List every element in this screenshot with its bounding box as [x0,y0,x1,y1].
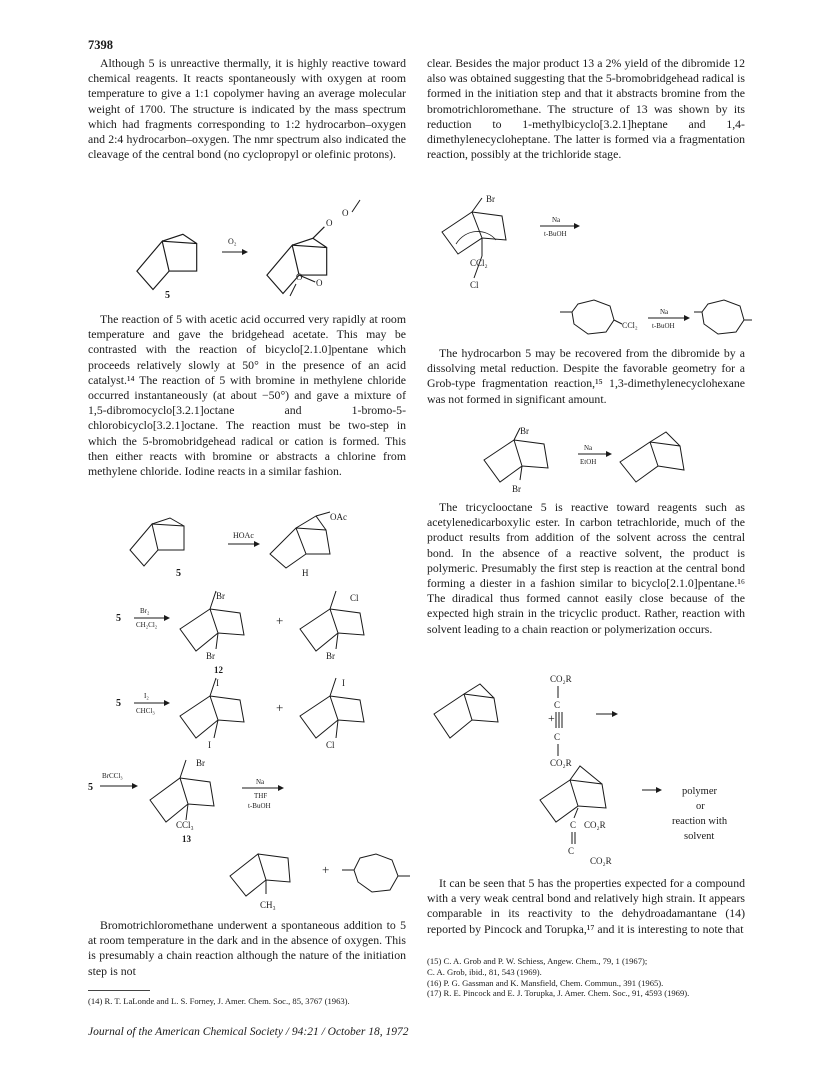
start-label-5-brccl3: 5 [88,782,93,793]
footnote-17: (17) R. E. Pincock and E. J. Torupka, J. Amer. Chem. Soc., 91, 4593 (1969). [427,988,690,999]
plus-sign-bromine: + [276,613,284,628]
bromine-bottom-12: Br [206,651,215,661]
footnote-15a: (15) C. A. Grob and P. W. Schiess, Angew. Chem., 79, 1 (1967); [427,956,648,966]
right-paragraph-4: It can be seen that 5 has the properties expected for a compound with a very weak central bond and relatively high strain. It appears comparable in its reactivity to the dehydroadamantane (14) reported by Pincock and Torupka,¹⁷ and it is interesting to note that [427,876,745,936]
iodine-top-p2: I [342,678,345,688]
product-co2r-2: CO₂R [590,856,612,866]
reagent-chcl3: CHCl₃ [136,707,155,715]
reaction-arrow-acetic [228,541,260,547]
right-para-3-block [427,500,745,637]
product-carbon-2: C [568,846,575,856]
reagent-brccl3: BrCCl₃ [102,772,123,780]
fragment-bromine: Br [486,194,495,204]
reagent-ch2cl2: CH₂Cl₂ [136,621,158,629]
plus-sign-brccl3: + [322,862,330,877]
reaction-arrow-brccl3 [100,783,138,789]
alkyne-carbon-1: C [554,700,561,710]
left-footnote-block [88,996,406,1007]
start-label-5-iodine: 5 [116,698,121,709]
ring-ccl2: CCl₂ [622,321,638,330]
scheme-fragmentation [436,194,616,298]
reagent-na-frag: Na [552,216,561,224]
reduction-bromine-bottom: Br [512,484,521,494]
oxygen-atom-1: O [326,218,333,228]
footnote-14: (14) R. T. LaLonde and L. S. Forney, J. Amer. Chem. Soc., 85, 3767 (1963). [88,996,350,1006]
right-para-4-block [427,876,745,937]
ester-co2r-bottom: CO₂R [550,758,572,768]
left-para-1-block [88,56,406,162]
fragment-chlorine: Cl [470,280,479,290]
substituent-h: H [302,568,309,578]
footnote-15b: C. A. Grob, ibid., 81, 543 (1969). [427,966,542,977]
footnote-rule-left [88,990,150,991]
reagent-na-ring: Na [660,308,669,316]
oxygen-atom-3: O [316,278,323,288]
plus-sign-iodine: + [276,700,284,715]
right-paragraph-2: The hydrocarbon 5 may be recovered from the dibromide by a dissolving metal reduction. Despite the favorable geometry for a Grob-type fragmentation reaction,¹⁵ 1,3-dimethylenecyclohexane was not formed in significant amount. [427,346,745,406]
reduction-bromine-top: Br [520,426,529,436]
compound-label-5-acetic: 5 [176,568,181,579]
footnote-16: (16) P. G. Gassman and K. Mansfield, Chem. Commun., 391 (1965). [427,977,664,988]
right-para-1-block [427,56,745,162]
compound-label-12: 12 [214,665,223,675]
scheme-brccl3 [84,758,384,848]
fragment-ccl2: CCl₂ [470,258,488,268]
reagent-o2: O₂ [228,237,237,246]
left-para-2-block [88,312,406,479]
reagent-tbuoh-frag: t-BuOH [544,230,567,238]
reaction-arrow-ring [648,315,690,321]
bromine-top-12: Br [216,591,225,601]
outcome-polymer: polymer [682,786,717,797]
right-footnote-block [427,956,745,999]
iodine-top-p1: I [216,678,219,688]
reagent-i2: I₂ [144,692,149,700]
reaction-arrow-ester [596,711,618,717]
scheme-acetic [120,512,380,586]
chlorine-top-product: Cl [350,593,359,603]
left-paragraph-2: The reaction of 5 with acetic acid occurred very rapidly at room temperature and gave the bridgehead acetate. This may be contrasted with the reaction of bicyclo[2.1.0]pentane which proceeds relatively slowly at 50° in the presence of an acid catalyst.¹⁴ The reaction of 5 with bromine in methylene chloride occurred instantaneously (at about −50°) and gave a mixture of 1,5-dibromocyclo[3.2.1]octane and 1-bromo-5-chlorobicyclo[3.2.1]octane. The reaction must be two-step in which the 5-bromobridgehead radical or cation is formed. This then either reacts with bromine or abstracts a chlorine from methylene chloride. Iodine reacts in a similar fashion. [88,312,406,479]
scheme-reduction [480,424,740,498]
product-carbon-1: C [570,820,577,830]
scheme-iodine [100,678,400,768]
reagent-tbuoh: t-BuOH [248,802,271,810]
compound-label-5: 5 [165,290,170,301]
reagent-tbuoh-ring: t-BuOH [652,322,675,330]
scheme-ring [556,296,756,342]
compound-label-13: 13 [182,834,191,844]
iodine-bottom-p1: I [208,740,211,750]
page-number: 7398 [88,38,113,52]
right-paragraph-3: The tricyclooctane 5 is reactive toward reagents such as acetylenedicarboxylic ester. In carbon tetrachloride, much of the product results from addition of the solvent across the central bond. In the absence of a reactive solvent, the product is polymeric. Presumably the first step is reaction at the central bond forming a diester in a fashion similar to bicyclo[2.1.0]pentane.¹⁶ The diradical thus formed cannot easily close because of the expected high strain in the tricyclic product. Rather, reaction with solvent leading to a chain reaction or polymerization occurs. [427,500,745,636]
outcome-or: or [696,801,705,812]
outcome-solvent: solvent [684,831,715,842]
reagent-hoac: HOAc [233,531,254,540]
scheme-brccl3-products [226,846,426,916]
right-para-2-block [427,346,745,407]
left-para-3-block [88,918,406,979]
bromine-bottom-product: Br [326,651,335,661]
oxygen-atom-2: O [342,208,349,218]
bromine-top-13: Br [196,758,205,768]
reaction-arrow-iodine [134,700,170,706]
reagent-thf: THF [254,792,268,800]
reagent-etoh: EtOH [580,458,597,466]
scheme-oxygen [120,208,380,302]
dimethylenecycloheptane-structure [342,854,410,892]
left-paragraph-3: Bromotrichloromethane underwent a spontaneous addition to 5 at room temperature in the dark and in the absence of oxygen. This is presumably a chain reaction although the nature of the initiation step is not [88,918,406,978]
start-label-5-bromine: 5 [116,613,121,624]
reagent-br2: Br₂ [140,607,150,615]
journal-footer: Journal of the American Chemical Society / 94:21 / October 18, 1972 [88,1026,409,1038]
oxygen-atom-4: O [296,272,303,282]
ester-co2r-top: CO₂R [550,674,572,684]
substituent-oac: OAc [330,512,347,522]
left-paragraph-1: Although 5 is unreactive thermally, it is highly reactive toward chemical reagents. It reacts spontaneously with oxygen at room temperature to give a 1:1 copolymer having an average molecular weight of 1700. The structure is indicated by the mass spectrum which had fragments corresponding to 1:2 hydrocarbon–oxygen and 2:4 hydrocarbon–oxygen. The nmr spectrum also indicated the cleavage of the central bond (no cyclopropyl or olefinic protons). [88,56,406,162]
plus-sign-ester: + [548,711,555,725]
chlorine-bottom-p2: Cl [326,740,335,750]
scheme-ester [430,668,770,868]
methyl-substituent: CH₃ [260,900,276,910]
compound-5-structure [137,234,197,289]
ccl3-bottom-13: CCl₃ [176,820,194,830]
product-co2r-1: CO₂R [584,820,606,830]
reagent-na: Na [256,778,265,786]
alkyne-carbon-2: C [554,732,561,742]
scheme-bromine [100,591,400,685]
right-paragraph-1: clear. Besides the major product 13 a 2% yield of the dibromide 12 also was obtained suggesting that the 5-bromobridgehead radical is formed in the initiation step and that it abstracts bromine from the bromotrichloromethane. The structure of 13 was shown by its reduction to 1-methylbicyclo[3.2.1]heptane and 1,4-dimethylenecycloheptane. The latter is formed via a fragmentation reaction, possibly at the trichloride stage. [427,56,745,162]
reagent-na-red: Na [584,444,593,452]
reaction-arrow [222,249,248,255]
outcome-reaction-with: reaction with [672,816,728,827]
reaction-arrow-polymer [642,787,662,793]
